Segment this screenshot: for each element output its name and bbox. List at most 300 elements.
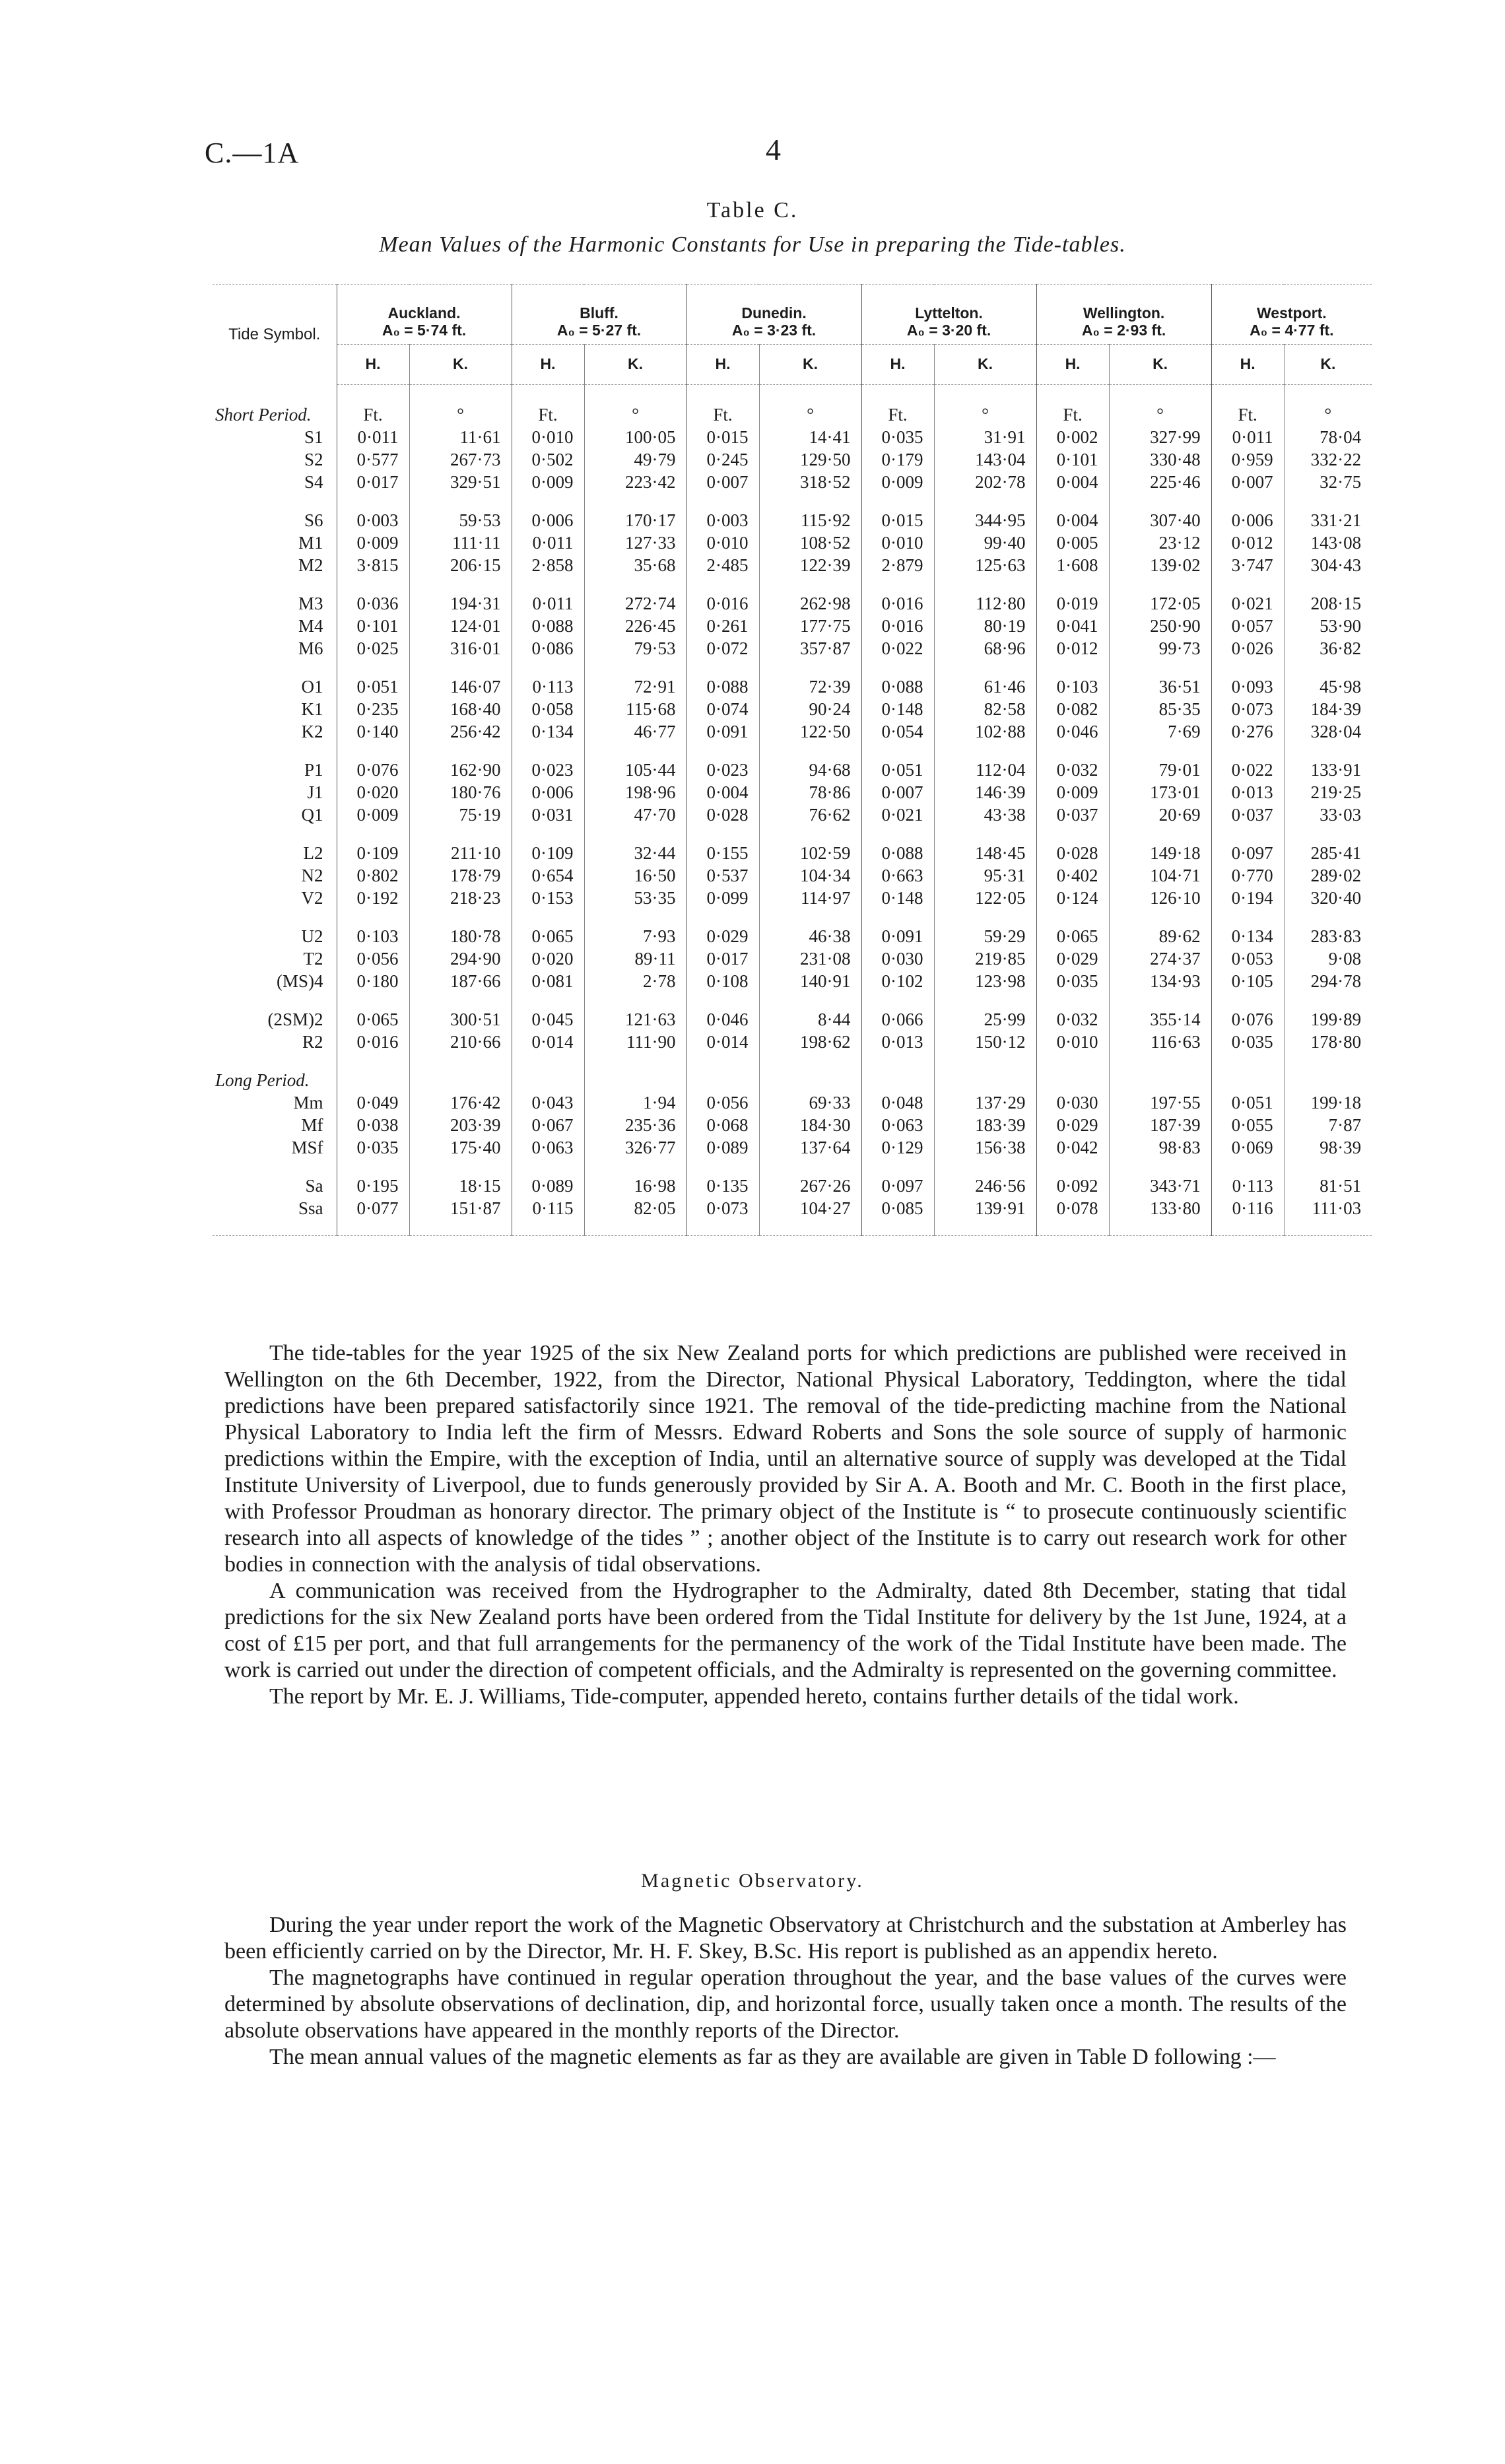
phase-value: 256·42	[409, 720, 512, 743]
amplitude-value: 0·092	[1036, 1175, 1109, 1197]
spacer-row	[213, 576, 1372, 592]
phase-value: 274·37	[1109, 947, 1211, 970]
section-row	[213, 403, 1372, 426]
phase-value: 206·15	[409, 554, 512, 576]
tide-text-block	[224, 1340, 1347, 1710]
phase-value: 111·90	[584, 1031, 686, 1053]
amplitude-value: 0·067	[512, 1114, 584, 1136]
phase-value: 149·18	[1109, 842, 1211, 864]
phase-value: 104·27	[759, 1197, 861, 1219]
amplitude-value: 0·043	[512, 1091, 584, 1114]
phase-header: K.	[759, 345, 861, 385]
amplitude-value: 0·023	[512, 759, 584, 781]
amplitude-value: 0·078	[1036, 1197, 1109, 1219]
phase-value: 122·39	[759, 554, 861, 576]
amplitude-value: 0·003	[686, 509, 759, 531]
amplitude-value: 0·005	[1036, 531, 1109, 554]
phase-value: 99·73	[1109, 637, 1211, 660]
amplitude-value: 0·016	[861, 615, 934, 637]
phase-value: 11·61	[409, 426, 512, 448]
empty-cell	[409, 1069, 512, 1091]
phase-value: 223·42	[584, 471, 686, 493]
table-row	[213, 1136, 1372, 1159]
phase-value: 139·91	[934, 1197, 1036, 1219]
amplitude-value: 0·129	[861, 1136, 934, 1159]
amplitude-value: 0·029	[1036, 1114, 1109, 1136]
phase-value: 219·25	[1284, 781, 1372, 804]
phase-value: 184·39	[1284, 698, 1372, 720]
phase-value: 294·78	[1284, 970, 1372, 992]
amplitude-value: 0·021	[1211, 592, 1284, 615]
amplitude-value: 0·011	[512, 531, 584, 554]
port-header	[686, 285, 861, 345]
phase-value: 143·08	[1284, 531, 1372, 554]
phase-value: 151·87	[409, 1197, 512, 1219]
phase-value: 285·41	[1284, 842, 1372, 864]
phase-value: 289·02	[1284, 864, 1372, 887]
amplitude-header: H.	[512, 345, 584, 385]
phase-value: 89·62	[1109, 925, 1211, 947]
tide-symbol: T2	[303, 949, 323, 969]
phase-value: 33·03	[1284, 804, 1372, 826]
magnetic-paragraph-1: During the year under report the work of the Magnetic Observatory at Christchurch and the substation at Amberley has been efficiently carried on by the Director, Mr. H. F. Skey, B.Sc. His report is published as an appendix hereto.	[224, 1913, 1347, 1964]
table-row	[213, 804, 1372, 826]
phase-value: 177·75	[759, 615, 861, 637]
spacer-row	[213, 493, 1372, 509]
amplitude-value: 0·016	[861, 592, 934, 615]
phase-value: 318·52	[759, 471, 861, 493]
amplitude-value: 0·109	[512, 842, 584, 864]
table-row	[213, 1091, 1372, 1114]
amplitude-value: 0·088	[686, 675, 759, 698]
phase-value: 98·83	[1109, 1136, 1211, 1159]
amplitude-value: 0·026	[1211, 637, 1284, 660]
amplitude-value: 0·019	[1036, 592, 1109, 615]
tide-symbol: U2	[301, 926, 323, 946]
phase-value: 85·35	[1109, 698, 1211, 720]
phase-value: 116·63	[1109, 1031, 1211, 1053]
phase-value: 134·93	[1109, 970, 1211, 992]
phase-value: 105·44	[584, 759, 686, 781]
amplitude-value: 3·815	[337, 554, 409, 576]
phase-value: 36·51	[1109, 675, 1211, 698]
empty-cell	[1036, 1069, 1109, 1091]
amplitude-value: 0·007	[1211, 471, 1284, 493]
phase-value: 111·03	[1284, 1197, 1372, 1219]
amplitude-value: 0·068	[686, 1114, 759, 1136]
port-name: Wellington.	[1083, 304, 1165, 322]
phase-value: 53·35	[584, 887, 686, 909]
amplitude-value: 0·009	[337, 804, 409, 826]
amplitude-value: 3·747	[1211, 554, 1284, 576]
table-caption: Mean Values of the Harmonic Constants for Use in preparing the Tide-tables.	[379, 232, 1126, 257]
phase-value: 25·99	[934, 1008, 1036, 1031]
tide-symbol: Mm	[293, 1093, 323, 1112]
phase-value: 250·90	[1109, 615, 1211, 637]
amplitude-value: 0·069	[1211, 1136, 1284, 1159]
phase-value: 226·45	[584, 615, 686, 637]
phase-value: 104·34	[759, 864, 861, 887]
phase-value: 208·15	[1284, 592, 1372, 615]
port-header	[337, 285, 512, 345]
amplitude-value: 0·088	[861, 842, 934, 864]
port-name: Lyttelton.	[915, 304, 983, 322]
phase-value: 81·51	[1284, 1175, 1372, 1197]
unit-label: °	[1284, 403, 1372, 426]
phase-value: 98·39	[1284, 1136, 1372, 1159]
phase-value: 23·12	[1109, 531, 1211, 554]
table-row	[213, 864, 1372, 887]
amplitude-value: 0·030	[861, 947, 934, 970]
amplitude-value: 0·402	[1036, 864, 1109, 887]
unit-label: Ft.	[337, 403, 409, 426]
table-row	[213, 592, 1372, 615]
amplitude-value: 0·195	[337, 1175, 409, 1197]
amplitude-value: 0·035	[1036, 970, 1109, 992]
phase-value: 72·91	[584, 675, 686, 698]
amplitude-value: 0·010	[861, 531, 934, 554]
tide-symbol: Sa	[305, 1176, 323, 1196]
amplitude-value: 0·101	[1036, 448, 1109, 471]
phase-value: 187·66	[409, 970, 512, 992]
phase-value: 7·93	[584, 925, 686, 947]
phase-value: 330·48	[1109, 448, 1211, 471]
phase-value: 139·02	[1109, 554, 1211, 576]
amplitude-value: 0·073	[1211, 698, 1284, 720]
amplitude-value: 0·134	[1211, 925, 1284, 947]
unit-label: Ft.	[686, 403, 759, 426]
amplitude-value: 0·031	[512, 804, 584, 826]
amplitude-value: 0·537	[686, 864, 759, 887]
amplitude-value: 0·089	[512, 1175, 584, 1197]
phase-value: 79·01	[1109, 759, 1211, 781]
amplitude-value: 0·093	[1211, 675, 1284, 698]
phase-value: 112·80	[934, 592, 1036, 615]
table-row	[213, 1031, 1372, 1053]
spacer-row	[213, 1053, 1372, 1069]
amplitude-value: 0·108	[686, 970, 759, 992]
tide-paragraph-2: A communication was received from the Hydrographer to the Admiralty, dated 8th December, stating that tidal predictions for the six New Zealand ports have been ordered from the Tidal Institute for delivery by the 1st June, 1924, at a cost of £15 per port, and that full arrangements for the permanency of the work of the Tidal Institute have been made. The work is carried out under the direction of competent officials, and the Admiralty is represented on the governing committee.	[224, 1579, 1347, 1682]
phase-value: 7·69	[1109, 720, 1211, 743]
phase-value: 178·80	[1284, 1031, 1372, 1053]
phase-value: 126·10	[1109, 887, 1211, 909]
phase-value: 202·78	[934, 471, 1036, 493]
empty-cell	[1211, 1069, 1284, 1091]
amplitude-value: 0·028	[1036, 842, 1109, 864]
amplitude-header: H.	[1036, 345, 1109, 385]
phase-value: 272·74	[584, 592, 686, 615]
tide-symbol: N2	[301, 866, 323, 885]
amplitude-value: 0·063	[512, 1136, 584, 1159]
amplitude-value: 0·055	[1211, 1114, 1284, 1136]
phase-value: 20·69	[1109, 804, 1211, 826]
phase-value: 327·99	[1109, 426, 1211, 448]
phase-value: 180·76	[409, 781, 512, 804]
phase-value: 183·39	[934, 1114, 1036, 1136]
amplitude-value: 0·959	[1211, 448, 1284, 471]
amplitude-value: 0·065	[512, 925, 584, 947]
magnetic-section-title: Magnetic Observatory.	[641, 1870, 864, 1892]
table-row	[213, 531, 1372, 554]
phase-value: 49·79	[584, 448, 686, 471]
amplitude-value: 0·009	[337, 531, 409, 554]
phase-value: 197·55	[1109, 1091, 1211, 1114]
table-row	[213, 781, 1372, 804]
amplitude-value: 0·577	[337, 448, 409, 471]
phase-value: 176·42	[409, 1091, 512, 1114]
tide-symbol: (2SM)2	[267, 1010, 323, 1029]
amplitude-value: 0·010	[1036, 1031, 1109, 1053]
empty-cell	[1284, 1069, 1372, 1091]
phase-value: 122·50	[759, 720, 861, 743]
phase-value: 203·39	[409, 1114, 512, 1136]
phase-value: 267·26	[759, 1175, 861, 1197]
phase-value: 150·12	[934, 1031, 1036, 1053]
amplitude-value: 0·002	[1036, 426, 1109, 448]
tide-symbol: M6	[298, 638, 323, 658]
amplitude-value: 0·081	[512, 970, 584, 992]
phase-value: 304·43	[1284, 554, 1372, 576]
amplitude-value: 0·038	[337, 1114, 409, 1136]
unit-label: °	[409, 403, 512, 426]
amplitude-value: 0·088	[861, 675, 934, 698]
table-title: Table C.	[706, 198, 799, 222]
phase-value: 156·38	[934, 1136, 1036, 1159]
phase-header: K.	[1284, 345, 1372, 385]
phase-value: 307·40	[1109, 509, 1211, 531]
amplitude-value: 0·016	[686, 592, 759, 615]
phase-value: 343·71	[1109, 1175, 1211, 1197]
phase-value: 72·39	[759, 675, 861, 698]
amplitude-value: 0·102	[861, 970, 934, 992]
phase-value: 225·46	[1109, 471, 1211, 493]
amplitude-header: H.	[686, 345, 759, 385]
phase-value: 79·53	[584, 637, 686, 660]
phase-value: 46·38	[759, 925, 861, 947]
amplitude-value: 0·029	[686, 925, 759, 947]
phase-value: 82·58	[934, 698, 1036, 720]
phase-value: 199·18	[1284, 1091, 1372, 1114]
phase-value: 31·91	[934, 426, 1036, 448]
amplitude-value: 0·051	[337, 675, 409, 698]
amplitude-value: 0·014	[512, 1031, 584, 1053]
phase-value: 357·87	[759, 637, 861, 660]
amplitude-value: 0·140	[337, 720, 409, 743]
phase-value: 123·98	[934, 970, 1036, 992]
amplitude-value: 0·045	[512, 1008, 584, 1031]
amplitude-value: 0·072	[686, 637, 759, 660]
amplitude-value: 0·054	[861, 720, 934, 743]
phase-header: K.	[1109, 345, 1211, 385]
amplitude-value: 0·101	[337, 615, 409, 637]
phase-value: 127·33	[584, 531, 686, 554]
amplitude-value: 2·879	[861, 554, 934, 576]
phase-value: 69·33	[759, 1091, 861, 1114]
amplitude-value: 0·770	[1211, 864, 1284, 887]
amplitude-value: 0·802	[337, 864, 409, 887]
amplitude-value: 0·011	[512, 592, 584, 615]
amplitude-value: 0·113	[512, 675, 584, 698]
amplitude-value: 0·051	[861, 759, 934, 781]
port-mean-level: A₀ = 5·27 ft.	[556, 322, 642, 339]
phase-value: 198·96	[584, 781, 686, 804]
phase-value: 180·78	[409, 925, 512, 947]
amplitude-value: 0·010	[686, 531, 759, 554]
section-row	[213, 1069, 1372, 1091]
amplitude-value: 0·663	[861, 864, 934, 887]
table-row	[213, 1197, 1372, 1219]
phase-value: 173·01	[1109, 781, 1211, 804]
amplitude-value: 0·037	[1211, 804, 1284, 826]
phase-value: 68·96	[934, 637, 1036, 660]
spacer-row	[213, 1159, 1372, 1175]
amplitude-value: 0·030	[1036, 1091, 1109, 1114]
tide-symbol: M3	[298, 594, 323, 613]
phase-value: 344·95	[934, 509, 1036, 531]
phase-value: 122·05	[934, 887, 1036, 909]
amplitude-value: 0·066	[861, 1008, 934, 1031]
phase-value: 36·82	[1284, 637, 1372, 660]
port-header	[1211, 285, 1372, 345]
amplitude-value: 0·017	[337, 471, 409, 493]
amplitude-value: 2·858	[512, 554, 584, 576]
phase-value: 94·68	[759, 759, 861, 781]
amplitude-value: 0·148	[861, 887, 934, 909]
port-mean-level: A₀ = 3·20 ft.	[906, 322, 991, 339]
amplitude-value: 0·048	[861, 1091, 934, 1114]
unit-label: °	[584, 403, 686, 426]
section-label: Short Period.	[215, 405, 312, 425]
amplitude-value: 0·082	[1036, 698, 1109, 720]
table-row	[213, 554, 1372, 576]
phase-value: 46·77	[584, 720, 686, 743]
spacer-row	[213, 660, 1372, 675]
phase-value: 47·70	[584, 804, 686, 826]
table-row	[213, 925, 1372, 947]
table-row	[213, 509, 1372, 531]
tide-symbol: M4	[298, 616, 323, 636]
phase-value: 211·10	[409, 842, 512, 864]
table-row	[213, 887, 1372, 909]
amplitude-value: 0·010	[512, 426, 584, 448]
tide-symbol: O1	[301, 677, 323, 697]
amplitude-value: 0·103	[1036, 675, 1109, 698]
table-row	[213, 471, 1372, 493]
page-number: 4	[766, 133, 781, 166]
tide-symbol: Ssa	[298, 1198, 323, 1218]
empty-cell	[759, 1069, 861, 1091]
port-name: Westport.	[1257, 304, 1327, 322]
amplitude-value: 0·135	[686, 1175, 759, 1197]
table-row	[213, 448, 1372, 471]
phase-value: 18·15	[409, 1175, 512, 1197]
amplitude-value: 0·056	[337, 947, 409, 970]
amplitude-value: 0·065	[1036, 925, 1109, 947]
phase-value: 329·51	[409, 471, 512, 493]
phase-value: 104·71	[1109, 864, 1211, 887]
amplitude-value: 0·086	[512, 637, 584, 660]
phase-value: 102·88	[934, 720, 1036, 743]
tide-symbol-header: Tide Symbol.	[213, 285, 337, 385]
tide-paragraph-1: The tide-tables for the year 1925 of the six New Zealand ports for which predictions are published were received in Wellington on the 6th December, 1922, from the Director, National Physical Laboratory, Teddington, where the tidal predictions have been prepared satisfactorily since 1921. The removal of the tide-predicting machine from the National Physical Laboratory to India left the firm of Messrs. Edward Roberts and Sons the sole source of supply of harmonic predictions within the Empire, with the exception of India, until an alternative source of supply was developed at the Tidal Institute University of Liverpool, due to funds generously provided by Sir A. A. Booth and Mr. C. Booth in the first place, with Professor Proudman as honorary director. The primary object of the Institute is “ to prosecute continuously scientific research into all aspects of knowledge of the tides ” ; another object of the Institute is to carry out research work for other bodies in connection with the analysis of tidal observations.	[224, 1341, 1347, 1577]
phase-value: 328·04	[1284, 720, 1372, 743]
amplitude-value: 0·124	[1036, 887, 1109, 909]
amplitude-value: 0·006	[512, 781, 584, 804]
table-row	[213, 759, 1372, 781]
table-row	[213, 675, 1372, 698]
phase-value: 137·64	[759, 1136, 861, 1159]
amplitude-value: 0·032	[1036, 1008, 1109, 1031]
phase-header: K.	[584, 345, 686, 385]
phase-value: 115·92	[759, 509, 861, 531]
tide-symbol: S6	[304, 510, 323, 530]
phase-value: 219·85	[934, 947, 1036, 970]
empty-cell	[584, 1069, 686, 1091]
amplitude-value: 0·097	[861, 1175, 934, 1197]
magnetic-paragraph-3: The mean annual values of the magnetic elements as far as they are available are given in Table D following :—	[269, 2045, 1276, 2069]
table-row	[213, 970, 1372, 992]
amplitude-value: 0·004	[1036, 509, 1109, 531]
phase-value: 184·30	[759, 1114, 861, 1136]
port-name: Bluff.	[580, 304, 619, 322]
phase-value: 262·98	[759, 592, 861, 615]
phase-value: 114·97	[759, 887, 861, 909]
phase-value: 198·62	[759, 1031, 861, 1053]
amplitude-value: 0·022	[861, 637, 934, 660]
phase-value: 175·40	[409, 1136, 512, 1159]
amplitude-value: 0·065	[337, 1008, 409, 1031]
tide-symbol: Mf	[301, 1115, 323, 1135]
phase-value: 108·52	[759, 531, 861, 554]
amplitude-value: 0·041	[1036, 615, 1109, 637]
phase-value: 168·40	[409, 698, 512, 720]
phase-value: 7·87	[1284, 1114, 1372, 1136]
amplitude-value: 0·235	[337, 698, 409, 720]
amplitude-value: 0·009	[1036, 781, 1109, 804]
tide-symbol: K1	[301, 699, 323, 719]
phase-value: 355·14	[1109, 1008, 1211, 1031]
spacer-row	[213, 909, 1372, 925]
amplitude-value: 0·046	[1036, 720, 1109, 743]
amplitude-value: 0·097	[1211, 842, 1284, 864]
port-header	[861, 285, 1036, 345]
amplitude-value: 0·012	[1211, 531, 1284, 554]
amplitude-value: 0·013	[1211, 781, 1284, 804]
spacer-row	[213, 826, 1372, 842]
tide-symbol: P1	[304, 760, 323, 780]
amplitude-value: 0·099	[686, 887, 759, 909]
empty-cell	[686, 1069, 759, 1091]
amplitude-value: 0·028	[686, 804, 759, 826]
amplitude-value: 0·007	[686, 471, 759, 493]
phase-value: 231·08	[759, 947, 861, 970]
tide-symbol: S4	[304, 472, 323, 492]
amplitude-value: 0·035	[1211, 1031, 1284, 1053]
amplitude-value: 0·134	[512, 720, 584, 743]
amplitude-value: 1·608	[1036, 554, 1109, 576]
amplitude-value: 0·115	[512, 1197, 584, 1219]
table-row	[213, 615, 1372, 637]
amplitude-value: 0·063	[861, 1114, 934, 1136]
amplitude-value: 0·091	[686, 720, 759, 743]
spacer-row	[213, 743, 1372, 759]
amplitude-value: 0·053	[1211, 947, 1284, 970]
amplitude-value: 0·035	[861, 426, 934, 448]
phase-value: 8·44	[759, 1008, 861, 1031]
amplitude-value: 0·037	[1036, 804, 1109, 826]
phase-value: 80·19	[934, 615, 1036, 637]
phase-value: 90·24	[759, 698, 861, 720]
